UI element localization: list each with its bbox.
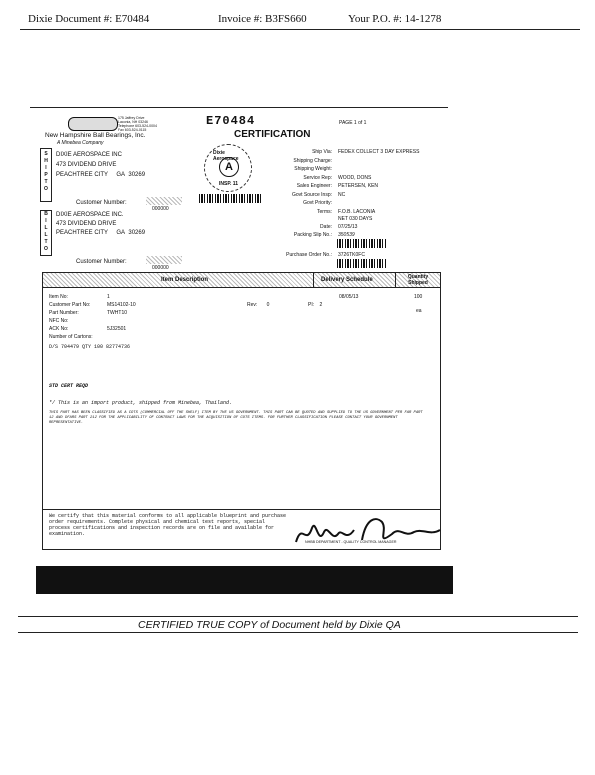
rev-field: Rev: 0: [247, 302, 270, 308]
header-bottom-rule: [43, 287, 440, 288]
table-header: [43, 273, 440, 287]
pi-field: PI: 2: [308, 302, 323, 308]
po-number: Your P.O. #: 14-1278: [348, 13, 442, 25]
header-quantity: Quantity Shipped: [407, 274, 429, 286]
ship-customer-number: 000000: [146, 197, 182, 205]
inspection-stamp: Dixie Aerospace A INSP. 11: [204, 144, 252, 192]
purchase-barcode: [337, 259, 387, 268]
std-cert: STD CERT REQD: [49, 383, 89, 389]
redaction-bar: [36, 566, 453, 594]
certify-text: We certify that this material conforms to all applicable blueprint and purchase order requirements. Complete physical and chemical test reports, special process certifications and inspection records are on file and available for examination.: [49, 513, 287, 537]
bill-to-address: DIXIE AEROSPACE INC. 473 DIVIDEND DRIVE PEACHTREE CITY GA 30269: [56, 212, 146, 236]
classification-note: THIS PART HAS BEEN CLASSIFIED AS A COTS (COMMERCIAL OFF THE SHELF) ITEM BY THE US GOVERNMENT. THIS PART CAN BE QUOTED AND SUPPLIED TO THE US GOVERNMENT PER FAR PART 12 AND DFARS PART 212 FOR THE APPLICABILITY OF CONTRACT LAWS FOR THE ACQUISITION OF COTS ITEMS. FOR FURTHER CLASSIFICATION PLEASE CONTACT YOUR GOVERNMENT REPRESENTATIVE.: [49, 411, 423, 425]
certify-rule: [43, 509, 440, 510]
company-sub: A Minebea Company: [57, 140, 104, 146]
quantity-shipped: 100: [414, 294, 423, 300]
footer-rule-top: [18, 616, 578, 617]
qa-signature: [292, 512, 448, 550]
header-divider-1: [313, 273, 314, 287]
bill-to-box: B I L L T O: [40, 210, 52, 256]
company-logo: [68, 117, 118, 131]
purchase-row: Purchase Order No.: 3726TK0FC: [286, 252, 365, 258]
cert-number: E70484: [206, 114, 256, 128]
cert-title: CERTIFICATION: [234, 129, 311, 140]
bill-customer-number: 000000: [146, 256, 182, 264]
ds-line: D/S 704479 QTY 100 82774736: [49, 344, 131, 350]
delivery-date: 08/05/13: [339, 294, 359, 300]
date-row: Date: 07/25/13: [320, 224, 358, 230]
ship-to-address: DIXIE AEROSPACE INC 473 DIVIDEND DRIVE PEACHTREE CITY GA 30269: [56, 152, 146, 178]
packing-barcode: [337, 239, 387, 248]
import-note: */ This is an import product, shipped from Minebea, Thailand.: [49, 400, 233, 406]
header-divider-2: [395, 273, 396, 287]
header-rule: [20, 29, 580, 30]
cert-barcode: [199, 194, 261, 203]
doc-number: Dixie Document #: E70484: [28, 13, 150, 25]
shipping-info: Ship Via: FEDEX COLLECT 3 DAY EXPRESS Shipping Charge: Shipping Weight: Service Rep: WOOD, DONS Sales Engineer: PETERSEN, KEN Govt Source Insp: NC Govt Priority: Terms: F.O.B. LACONIA NET 030 DAYS: [291, 149, 420, 222]
invoice-number: Invoice #: B3FS660: [218, 13, 307, 25]
ship-customer-label: Customer Number:: [76, 200, 127, 206]
item-table: [42, 272, 441, 550]
page-indicator: PAGE 1 of 1: [339, 120, 367, 126]
company-name: New Hampshire Ball Bearings, Inc.: [45, 132, 146, 139]
header-bar: [20, 13, 580, 27]
ship-to-box: S H I P T O: [40, 148, 52, 202]
quantity-unit: ea: [416, 308, 422, 314]
bill-customer-label: Customer Number:: [76, 259, 127, 265]
stamp-letter: A: [219, 157, 239, 177]
header-item-description: Item Description: [161, 277, 209, 283]
doc-top-rule: [30, 107, 448, 108]
item-fields: Item No: 1 Customer Part No: MS14102-10 Part Number: TWHT10 NFC No: ACK No: 5J32501 Number of Cartons:: [49, 294, 136, 340]
header-delivery: Delivery Schedule: [321, 277, 373, 283]
packing-row: Packing Slip No.: 350539: [293, 232, 355, 238]
company-address: 175 Jaffrey Drive Laconia, NH 03246 Telephone 603-524-0004 Fax 603-524-0115: [118, 116, 157, 132]
footer-rule-bottom: [18, 632, 578, 633]
qa-label: NHBB DEPARTMENT - QUALITY CONTROL MANAGER: [305, 540, 397, 544]
certified-true-copy: CERTIFIED TRUE COPY of Document held by Dixie QA: [138, 619, 401, 631]
